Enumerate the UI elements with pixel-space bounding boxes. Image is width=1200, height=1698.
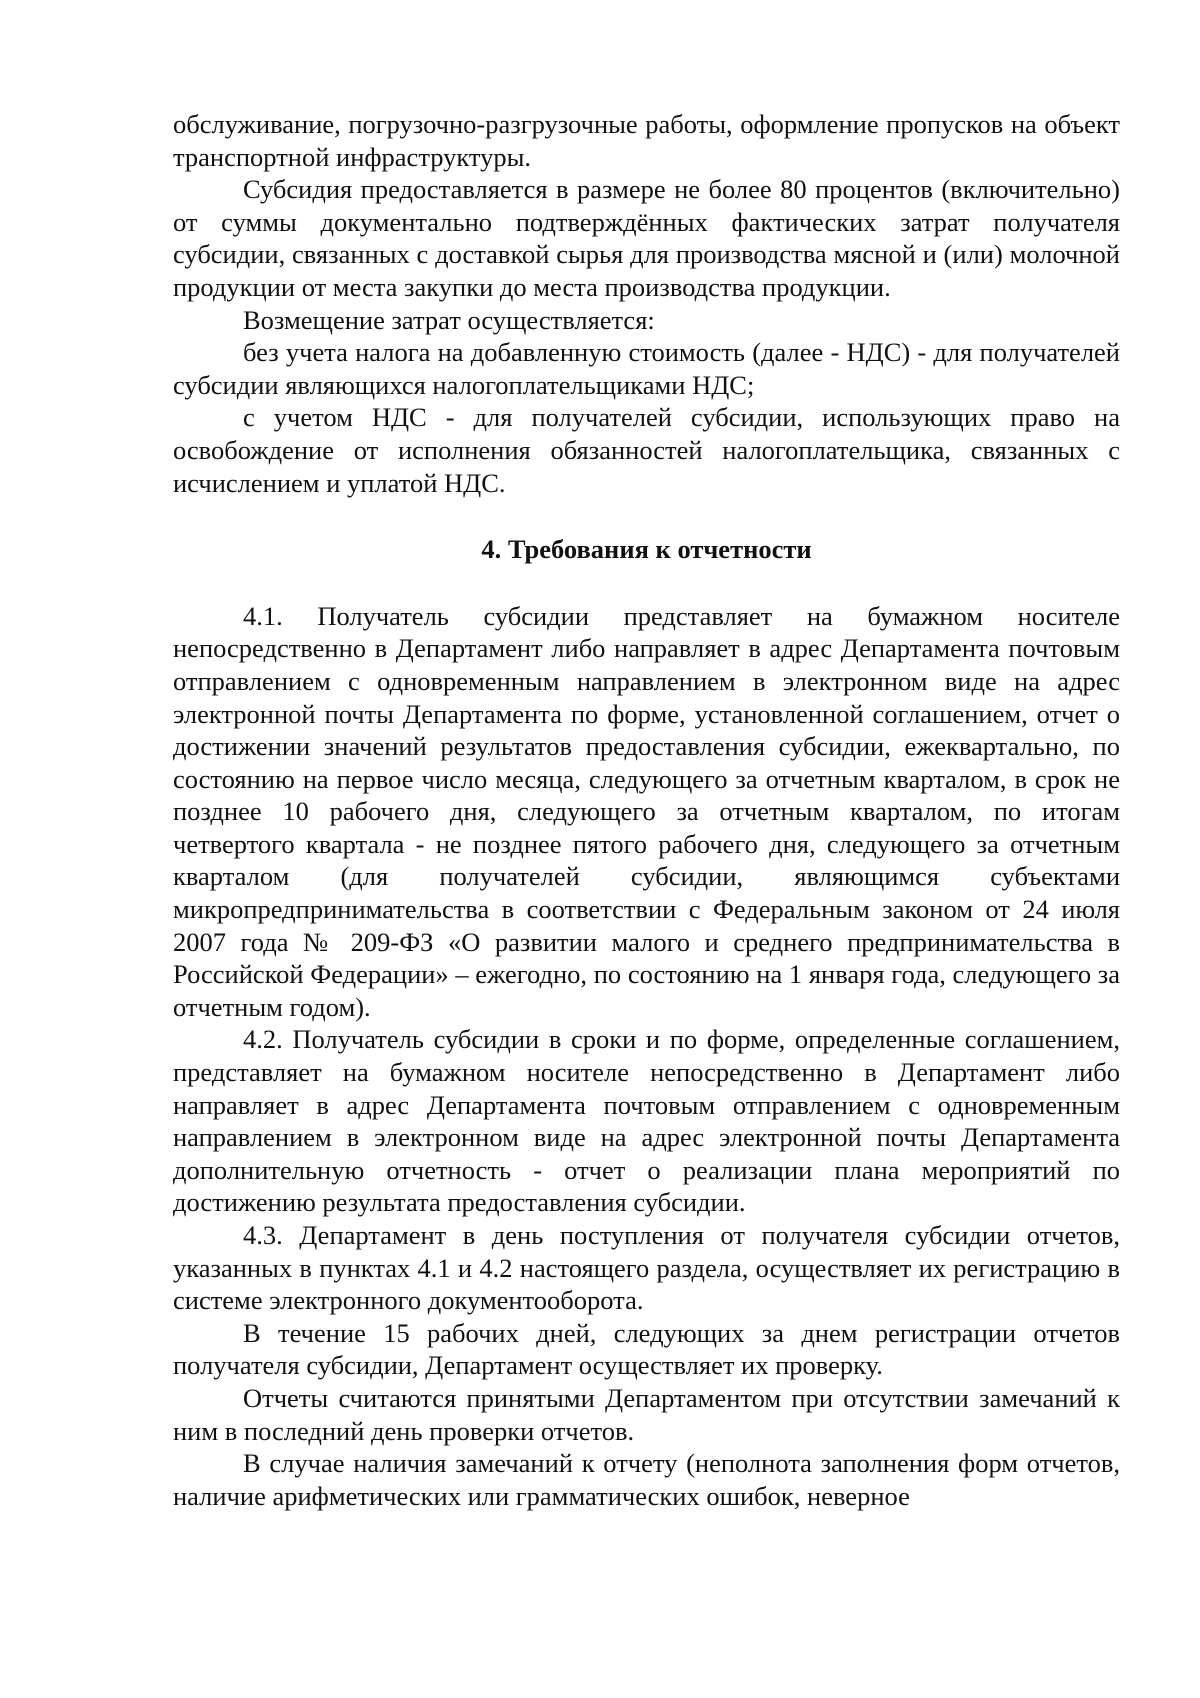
paragraph-services-continuation: обслуживание, погрузочно-разгрузочные работы, оформление пропусков на объект транспортной инфраструктуры. bbox=[173, 109, 1120, 172]
paragraph-subsidy-amount: Субсидия предоставляется в размере не более 80 процентов (включительно) от суммы документально подтверждённых фактических затрат получателя субсидии, связанных с доставкой сырья для производства мясной и (или) молочной продукции от места закупки до места производства продукции. bbox=[173, 174, 1120, 302]
paragraph-remarks: В случае наличия замечаний к отчету (неполнота заполнения форм отчетов, наличие арифметических или грамматических ошибок, неверное bbox=[173, 1448, 1120, 1511]
paragraph-reimbursement-intro: Возмещение затрат осуществляется: bbox=[243, 304, 655, 335]
paragraph-4-3: 4.3. Департамент в день поступления от получателя субсидии отчетов, указанных в пунктах 4.1 и 4.2 настоящего раздела, осуществляет их регистрацию в системе электронного документооборота. bbox=[173, 1220, 1120, 1316]
spacer bbox=[173, 499, 1120, 533]
paragraph-review-period: В течение 15 рабочих дней, следующих за днем регистрации отчетов получателя субсидии, Департамент осуществляет их проверку. bbox=[173, 1317, 1120, 1381]
section-heading: 4. Требования к отчетности bbox=[481, 534, 812, 565]
paragraph-4-2: 4.2. Получатель субсидии в сроки и по форме, определенные соглашением, представляет на бумажном носителе непосредственно в Департамент либо направляет в адрес Департамента почтовым отправлением с одновременным направлением в электронном виде на адрес электронной почты Департамента дополнительную отчетность - отчет о реализации плана мероприятий по достижению результата предоставления субсидии. bbox=[173, 1024, 1120, 1218]
paragraph-with-vat: с учетом НДС - для получателей субсидии, использующих право на освобождение от исполнения обязанностей налогоплательщика, связанных с исчислением и уплатой НДС. bbox=[173, 402, 1120, 498]
paragraph-reports-accepted: Отчеты считаются принятыми Департаментом при отсутствии замечаний к ним в последний день проверки отчетов. bbox=[173, 1382, 1120, 1446]
paragraph-without-vat: без учета налога на добавленную стоимость (далее - НДС) - для получателей субсидии являющихся налогоплательщиками НДС; bbox=[173, 337, 1120, 400]
spacer bbox=[173, 566, 1120, 600]
paragraph-4-1: 4.1. Получатель субсидии представляет на бумажном носителе непосредственно в Департамент либо направляет в адрес Департамента почтовым отправлением с одновременным направлением в электронном виде на адрес электронной почты Департамента по форме, установленной соглашением, отчет о достижении значений результатов предоставления субсидии, ежеквартально, по состоянию на первое число месяца, следующего за отчетным кварталом, в срок не позднее 10 рабочего дня, следующего за отчетным кварталом, по итогам четвертого квартала - не позднее пятого рабочего дня, следующего за отчетным кварталом (для получателей субсидии, являющимся субъектами микропредпринимательства в соответствии с Федеральным законом от 24 июля 2007 года № 209-ФЗ «О развитии малого и среднего предпринимательства в Российской Федерации» – ежегодно, по состоянию на 1 января года, следующего за отчетным годом). bbox=[173, 600, 1120, 1022]
document-page bbox=[173, 108, 1120, 1512]
